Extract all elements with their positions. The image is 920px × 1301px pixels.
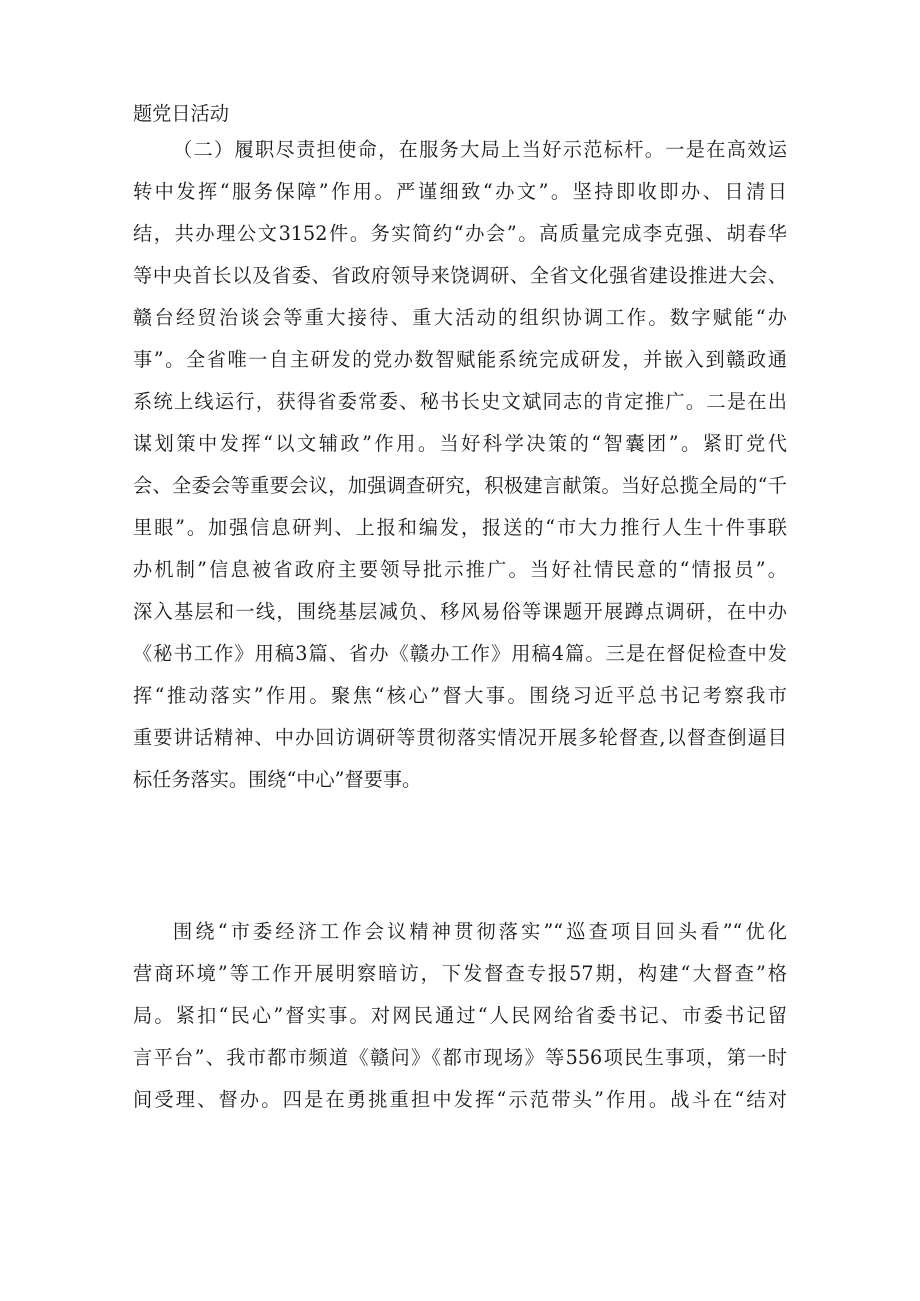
paragraph-line: 赣台经贸治谈会等重大接待、重大活动的组织协调工作。数字赋能“办 xyxy=(133,306,787,329)
paragraph-line: 重要讲话精神、中办回访调研等贯彻落实情况开展多轮督查,以督查倒逼目 xyxy=(133,726,787,749)
heading-fragment: 题党日活动 xyxy=(133,102,229,125)
paragraph-line: 标任务落实。围绕“中心”督要事。 xyxy=(133,768,422,791)
paragraph-1 xyxy=(133,129,787,801)
paragraph-2 xyxy=(133,911,787,1121)
paragraph-line: 等中央首长以及省委、省政府领导来饶调研、全省文化强省建设推进大会、 xyxy=(133,264,787,287)
paragraph-line: 办机制”信息被省政府主要领导批示推广。当好社情民意的“情报员”。 xyxy=(133,558,787,581)
paragraph-line: 深入基层和一线，围绕基层减负、移风易俗等课题开展蹲点调研，在中办 xyxy=(133,600,787,623)
paragraph-line: 局。紧扣“民心”督实事。对网民通过“人民网给省委书记、市委书记留 xyxy=(133,1004,787,1027)
paragraph-line: 围绕“市委经济工作会议精神贯彻落实”“巡查项目回头看”“优化 xyxy=(173,920,787,943)
paragraph-line: 会、全委会等重要会议，加强调查研究，积极建言献策。当好总揽全局的“千 xyxy=(133,474,787,497)
paragraph-line: 营商环境”等工作开展明察暗访，下发督查专报57期，构建“大督查”格 xyxy=(133,962,787,985)
paragraph-line: 间受理、督办。四是在勇挑重担中发挥“示范带头”作用。战斗在“结对 xyxy=(133,1088,787,1111)
paragraph-line: 《秘书工作》用稿3篇、省办《赣办工作》用稿4篇。三是在督促检查中发 xyxy=(133,642,787,665)
paragraph-line: 系统上线运行，获得省委常委、秘书长史文斌同志的肯定推广。二是在出 xyxy=(133,390,787,413)
paragraph-line: 事”。全省唯一自主研发的党办数智赋能系统完成研发，并嵌入到赣政通 xyxy=(133,348,787,371)
paragraph-line: 言平台”、我市都市频道《赣问》《都市现场》等556项民生事项，第一时 xyxy=(133,1046,787,1069)
paragraph-line: 里眼”。加强信息研判、上报和编发，报送的“市大力推行人生十件事联 xyxy=(133,516,787,539)
paragraph-line: 转中发挥“服务保障”作用。严谨细致“办文”。坚持即收即办、日清日 xyxy=(133,180,787,203)
paragraph-line: 挥“推动落实”作用。聚焦“核心”督大事。围绕习近平总书记考察我市 xyxy=(133,684,787,707)
paragraph-line: 结，共办理公文3152件。务实简约“办会”。高质量完成李克强、胡春华 xyxy=(133,222,787,245)
paragraph-line: 谋划策中发挥“以文辅政”作用。当好科学决策的“智囊团”。紧盯党代 xyxy=(133,432,787,455)
paragraph-line: （二）履职尽责担使命，在服务大局上当好示范标杆。一是在高效运 xyxy=(173,138,787,161)
